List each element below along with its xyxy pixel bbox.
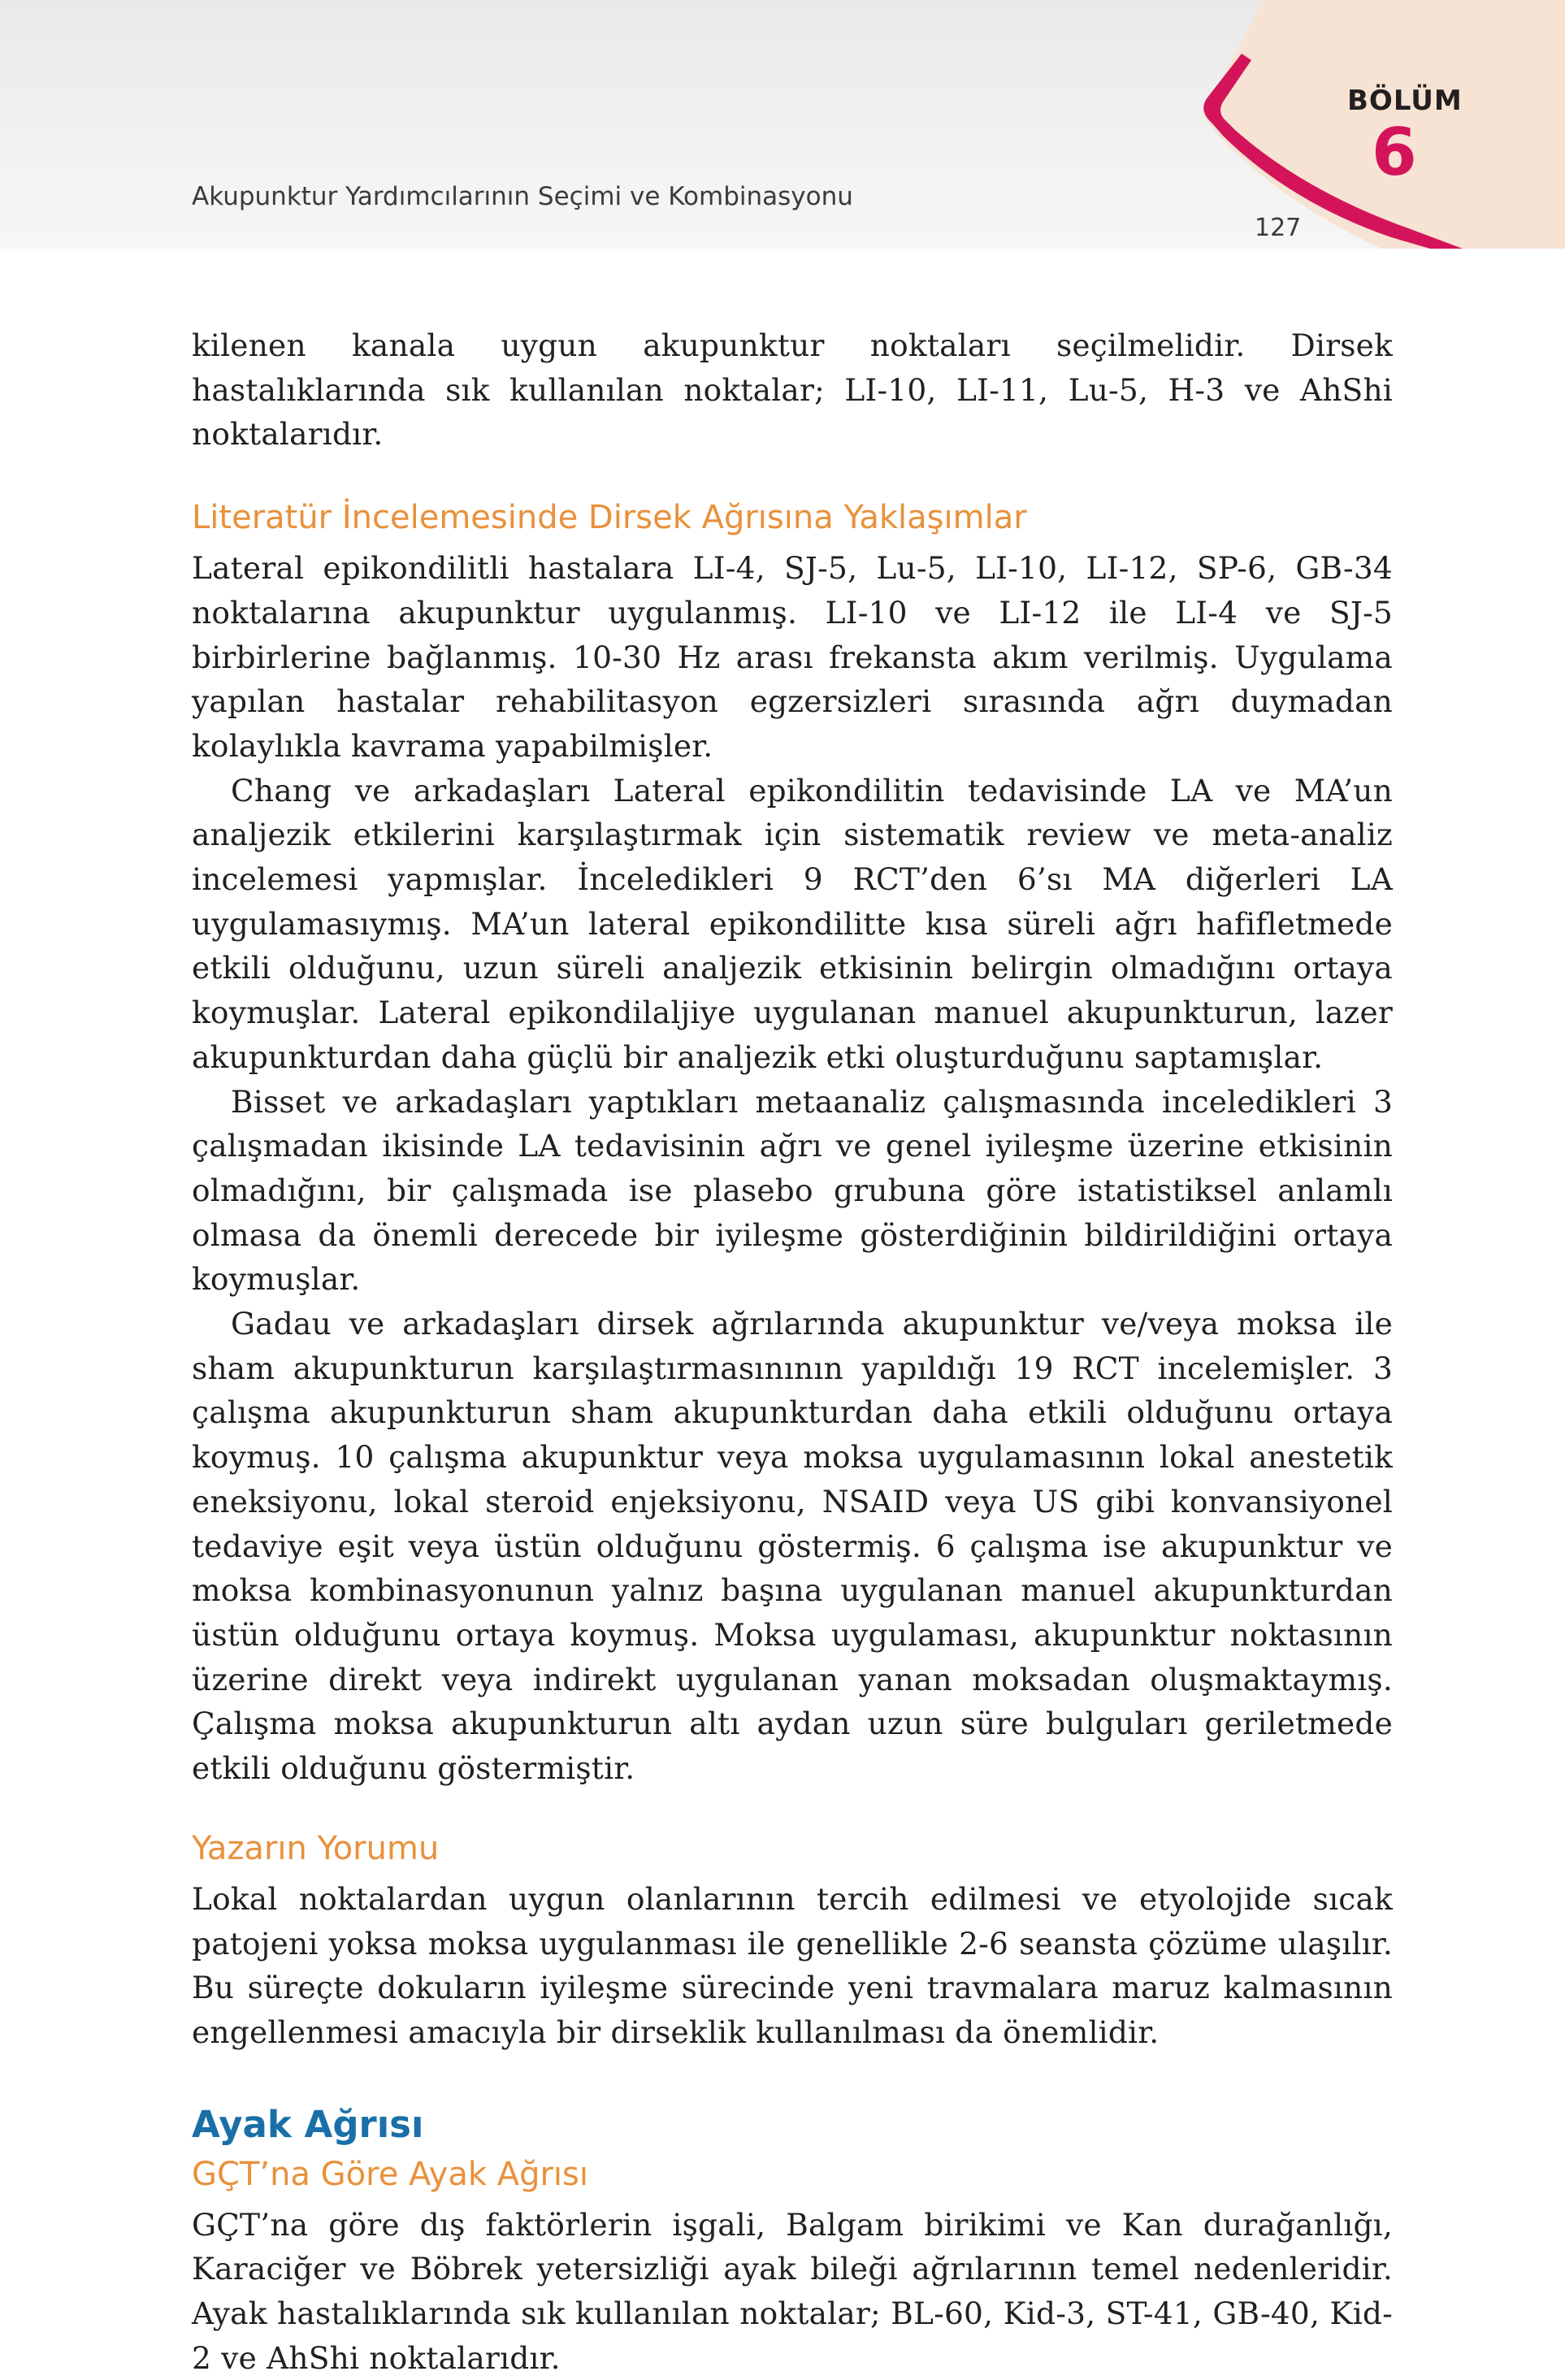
section-heading-foot-pain: Ayak Ağrısı	[192, 2102, 424, 2146]
foot-pain-paragraph: GÇT’na göre dış faktörlerin işgali, Balgam birikimi ve Kan durağanlığı, Karaciğer ve Böbrek yetersizliği ayak bileği ağrılarının temel nedenleridir. Ayak hastalıklarında sık kullanılan noktalar; BL-60, Kid-3, ST-41, GB-40, Kid-2 ve AhShi noktalarıdır.	[192, 2206, 1393, 2376]
main-content	[192, 323, 1393, 2380]
literature-paragraph-4: Gadau ve arkadaşları dirsek ağrılarında akupunktur ve/veya moksa ile sham akupunkturun karşılaştırmasınının yapıldığı 19 RCT incelemişler. 3 çalışma akupunkturun sham akupunkturdan daha etkili olduğunu ortaya koymuş. 10 çalışma akupunktur veya moksa uygulamasının lokal anestetik eneksiyonu, lokal steroid enjeksiyonu, NSAID veya US gibi konvansiyonel tedaviye eşit veya üstün olduğunu göstermiş. 6 çalışma ise akupunktur ve moksa kombinasyonunun yalnız başına uygulanan manuel akupunkturdan üstün olduğunu ortaya koymuş. Moksa uygulaması, akupunktur noktasının üzerine direkt veya indirekt uygulanan yanan moksadan oluşmaktaymış. Çalışma moksa akupunkturun altı aydan uzun süre bulguları geriletmede etkili olduğunu göstermiştir.	[192, 1306, 1393, 1787]
subheading-foot-pain-tcm: GÇT’na Göre Ayak Ağrısı	[192, 2155, 588, 2193]
page-number: 127	[1255, 214, 1302, 242]
section-heading-literature: Literatür İncelemesinde Dirsek Ağrısına Yaklaşımlar	[192, 499, 1027, 537]
section-heading-author-comment: Yazarın Yorumu	[192, 1829, 440, 1867]
chapter-label: BÖLÜM	[1347, 85, 1463, 117]
chapter-number: 6	[1372, 115, 1417, 190]
literature-paragraph-3: Bisset ve arkadaşları yaptıkları metaanaliz çalışmasında inceledikleri 3 çalışmadan ikisinde LA tedavisinin ağrı ve genel iyileşme üzerine etkisinin olmadığını, bir çalışmada ise plasebo grubuna göre istatistiksel anlamlı olmasa da önemli derecede bir iyileşme gösterdiğinin bildirildiğini ortaya koymuşlar.	[192, 1083, 1393, 1298]
author-comment-paragraph: Lokal noktalardan uygun olanlarının tercih edilmesi ve etyolojide sıcak patojeni yoksa moksa uygulanması ile genellikle 2-6 seansta çözüme ulaşılır. Bu süreçte dokuların iyileşme sürecinde yeni travmalara maruz kalmasının engellenmesi amacıyla bir dirseklik kullanılması da önemlidir.	[192, 1880, 1393, 2050]
literature-paragraph-2: Chang ve arkadaşları Lateral epikondilitin tedavisinde LA ve MA’un analjezik etkilerini karşılaştırmak için sistematik review ve meta-analiz incelemesi yapmışlar. İnceledikleri 9 RCT’den 6’sı MA diğerleri LA uygulamasıymış. MA’un lateral epikondilitte kısa süreli ağrı hafifletmede etkili olduğunu, uzun süreli analjezik etkisinin belirgin olmadığını ortaya koymuşlar. Lateral epikondilaljiye uygulanan manuel akupunkturun, lazer akupunkturdan daha güçlü bir analjezik etki oluşturduğunu saptamışlar.	[192, 772, 1393, 1075]
intro-paragraph: kilenen kanala uygun akupunktur noktaları seçilmelidir. Dirsek hastalıklarında sık kullanılan noktalar; LI-10, LI-11, Lu-5, H-3 ve AhShi noktalarıdır.	[192, 327, 1393, 453]
chapter-tab-decoration	[0, 0, 1565, 252]
running-title: Akupunktur Yardımcılarının Seçimi ve Kombinasyonu	[192, 182, 853, 211]
literature-paragraph-1: Lateral epikondilitli hastalara LI-4, SJ-5, Lu-5, LI-10, LI-12, SP-6, GB-34 noktalarına akupunktur uygulanmış. LI-10 ve LI-12 ile LI-4 ve SJ-5 birbirlerine bağlanmış. 10-30 Hz arası frekansta akım verilmiş. Uygulama yapılan hastalar rehabilitasyon egzersizleri sırasında ağrı duymadan kolaylıkla kavrama yapabilmişler.	[192, 550, 1393, 764]
